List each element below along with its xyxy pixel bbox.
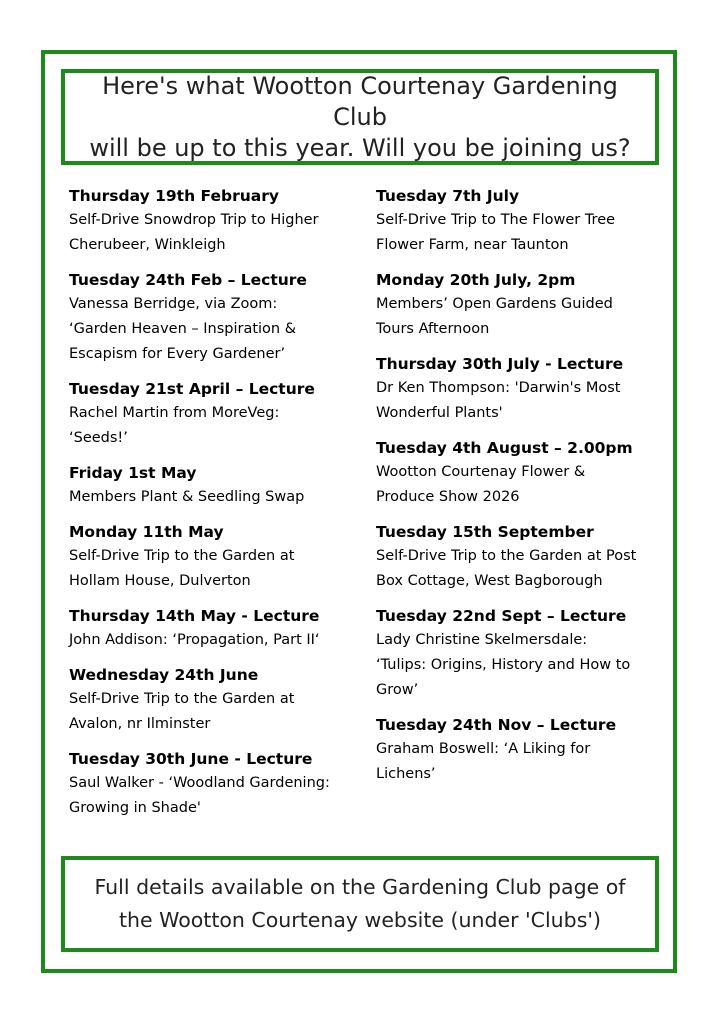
event-item [69,663,359,737]
event-item [376,713,666,787]
event-description: Wootton Courtenay Flower & Produce Show 2026 [376,464,586,505]
event-item [376,184,666,258]
event-title: Tuesday 21st April – Lecture [69,380,315,398]
event-description: Vanessa Berridge, via Zoom: ‘Garden Heaven – Inspiration & Escapism for Every Gardener’ [69,296,297,362]
header-line-1: Here's what Wootton Courtenay Gardening Club [102,71,618,131]
event-title: Tuesday 24th Nov – Lecture [376,716,617,734]
left-events-column [69,184,359,831]
event-title: Wednesday 24th June [69,666,259,684]
event-item [69,604,359,653]
event-title: Friday 1st May [69,464,197,482]
event-title: Tuesday 7th July [376,187,520,205]
event-description: Self-Drive Snowdrop Trip to Higher Cherubeer, Winkleigh [69,212,319,253]
event-description: Saul Walker - ‘Woodland Gardening: Growing in Shade' [69,775,330,816]
event-title: Thursday 30th July - Lecture [376,355,624,373]
footer-text [81,871,640,937]
event-description: Self-Drive Trip to the Garden at Hollam House, Dulverton [69,548,295,589]
event-title: Tuesday 4th August – 2.00pm [376,439,633,457]
event-description: Members Plant & Seedling Swap [69,489,305,505]
event-description: Self-Drive Trip to the Garden at Avalon, nr Ilminster [69,691,295,732]
event-description: Graham Boswell: ‘A Liking for Lichens’ [376,741,591,782]
event-item [69,747,359,821]
event-description: Rachel Martin from MoreVeg: ‘Seeds!’ [69,405,280,446]
event-title: Tuesday 15th September [376,523,594,541]
footer-line-2: the Wootton Courtenay website (under 'Clubs') [118,908,602,932]
event-title: Thursday 14th May - Lecture [69,607,320,625]
event-title: Tuesday 30th June - Lecture [69,750,313,768]
right-events-column [376,184,666,797]
event-item [69,268,359,367]
event-title: Monday 11th May [69,523,224,541]
event-title: Tuesday 22nd Sept – Lecture [376,607,627,625]
footer-box [61,856,659,952]
event-item [376,268,666,342]
event-title: Tuesday 24th Feb – Lecture [69,271,307,289]
event-item [376,352,666,426]
event-description: Self-Drive Trip to The Flower Tree Flower Farm, near Taunton [376,212,616,253]
event-description: Dr Ken Thompson: 'Darwin's Most Wonderful Plants' [376,380,621,421]
header-line-2: will be up to this year. Will you be joining us? [89,133,631,162]
header-box [61,69,659,165]
header-text [65,71,655,164]
event-item [69,184,359,258]
event-description: John Addison: ‘Propagation, Part II‘ [69,632,320,648]
event-item [69,377,359,451]
event-title: Monday 20th July, 2pm [376,271,576,289]
event-item [69,461,359,510]
event-description: Self-Drive Trip to the Garden at Post Box Cottage, West Bagborough [376,548,637,589]
event-item [376,604,666,703]
event-item [376,436,666,510]
event-title: Thursday 19th February [69,187,279,205]
event-item [69,520,359,594]
event-item [376,520,666,594]
footer-line-1: Full details available on the Gardening Club page of [94,875,626,899]
event-description: Lady Christine Skelmersdale: ‘Tulips: Origins, History and How to Grow’ [376,632,631,698]
event-description: Members’ Open Gardens Guided Tours Afternoon [376,296,613,337]
